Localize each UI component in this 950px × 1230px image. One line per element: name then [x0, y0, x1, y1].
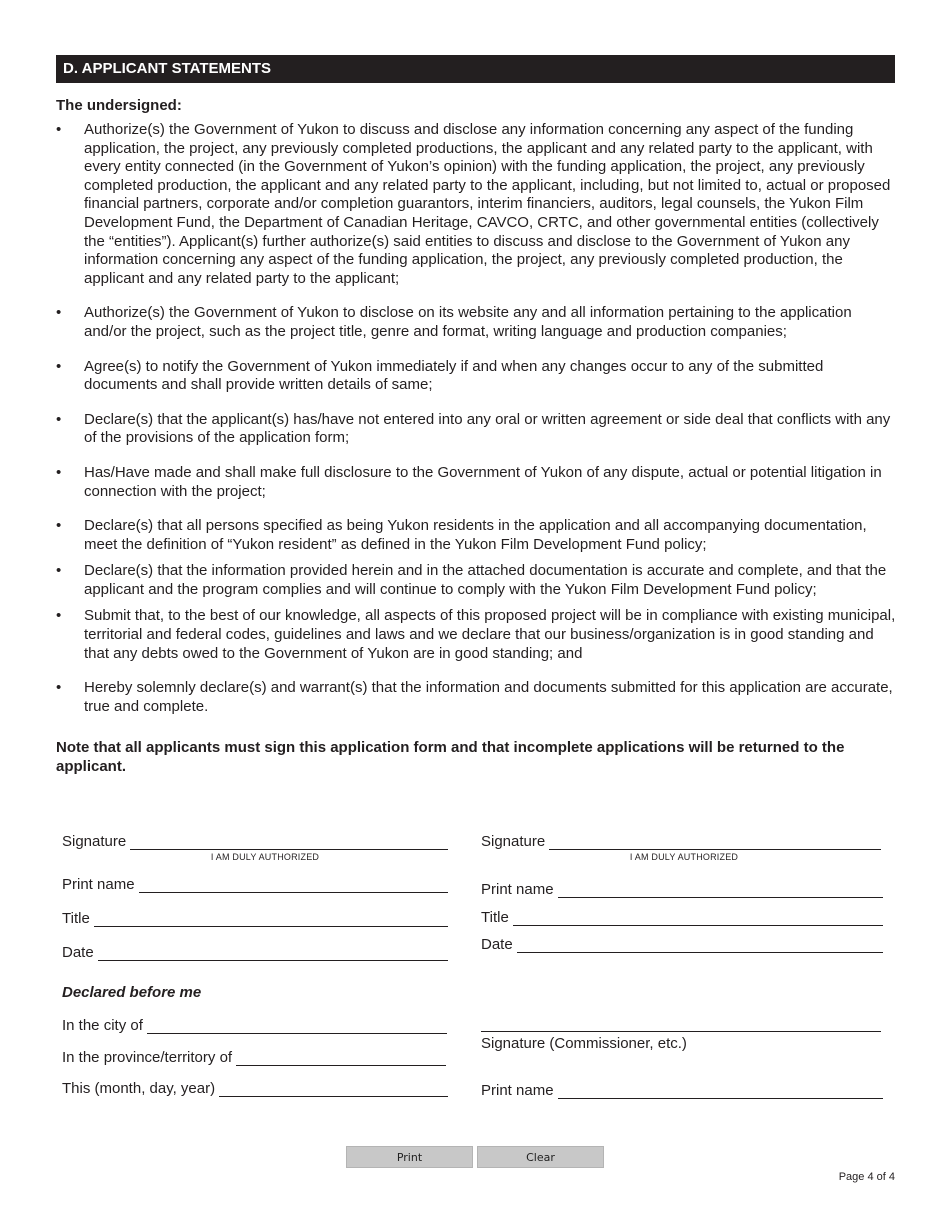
city-label: In the city of: [62, 1017, 143, 1034]
right-print-name-label: Print name: [481, 881, 554, 898]
left-date-label: Date: [62, 944, 94, 961]
right-title-label: Title: [481, 909, 509, 926]
right-signature-line[interactable]: [549, 835, 881, 850]
declared-date-line[interactable]: [219, 1082, 448, 1097]
statement-item: [56, 464, 896, 501]
commissioner-signature-line[interactable]: [481, 1031, 881, 1032]
bullet-icon: •: [56, 607, 62, 625]
statement-text: Authorize(s) the Government of Yukon to disclose on its website any and all information pertaining to the application and/or the project, such as the project title, genre and format, writing language and production companies;: [84, 304, 852, 340]
right-authorized-caption: I AM DULY AUTHORIZED: [629, 852, 739, 862]
declared-heading: Declared before me: [62, 984, 202, 1001]
commissioner-print-name-label: Print name: [481, 1082, 554, 1099]
left-signature-field[interactable]: [62, 833, 448, 850]
statement-text: Hereby solemnly declare(s) and warrant(s) that the information and documents submitted for this application are accurate, true and complete.: [84, 679, 893, 715]
statement-text: Submit that, to the best of our knowledge, all aspects of this proposed project will be in compliance with existing municipal, territorial and federal codes, guidelines and laws and we declare that our business/organization is in good standing and that any debts owed to the Government of Yukon are in good standing; and: [84, 607, 896, 662]
print-button[interactable]: Print: [346, 1146, 473, 1168]
declared-date-label: This (month, day, year): [62, 1080, 216, 1097]
section-header: D. APPLICANT STATEMENTS: [56, 55, 895, 83]
page-number: Page 4 of 4: [838, 1171, 895, 1183]
right-print-name-field[interactable]: [481, 881, 883, 898]
right-title-line[interactable]: [513, 911, 883, 926]
statement-item: [56, 358, 896, 395]
bullet-icon: •: [56, 463, 62, 481]
statement-item: [56, 562, 896, 599]
right-date-field[interactable]: [481, 936, 883, 953]
declared-date-field[interactable]: [62, 1080, 448, 1097]
city-line[interactable]: [147, 1019, 447, 1034]
left-authorized-caption: I AM DULY AUTHORIZED: [210, 852, 320, 862]
statement-item: [56, 679, 896, 716]
statement-text: Declare(s) that the applicant(s) has/have not entered into any oral or written agreement or side deal that conflicts with any of the provisions of the application form;: [84, 410, 891, 447]
right-date-label: Date: [481, 936, 513, 953]
bullet-icon: •: [56, 121, 62, 138]
left-print-name-line[interactable]: [139, 878, 448, 893]
left-title-field[interactable]: [62, 910, 448, 927]
statement-text: Authorize(s) the Government of Yukon to discuss and disclose any information concerning any aspect of the funding application, the project, any previously completed productions, the applicant and any related party to the applicant, with every entity connected (in the Government of Yukon’s opinion) with the funding application, the project, any previously completed production, the applicant and any related party to the applicant, including, but not limited to, actual or proposed financial partners, corporate and/or completion guarantors, interim financiers, auditors, legal counsels, the Yukon Film Development Fund, the Department of Canadian Heritage, CAVCO, CRTC, and other governmental entities (collectively the “entities”). Applicant(s) further authorize(s) said entities to discuss and disclose to the Government of Yukon any information concerning any aspect of the funding application, the project, any previously completed production, the applicant and any related party to the applicant;: [84, 121, 891, 287]
statement-item: [56, 121, 896, 288]
bullet-icon: •: [56, 679, 62, 697]
bullet-icon: •: [56, 517, 62, 535]
statement-item: [56, 411, 896, 448]
bullet-icon: •: [56, 410, 62, 428]
city-field[interactable]: [62, 1017, 447, 1034]
right-print-name-line[interactable]: [558, 883, 883, 898]
left-signature-line[interactable]: [130, 835, 448, 850]
left-title-line[interactable]: [94, 912, 448, 927]
left-date-line[interactable]: [98, 946, 448, 961]
province-line[interactable]: [236, 1051, 446, 1066]
bullet-icon: •: [56, 562, 62, 580]
commissioner-print-name-field[interactable]: [481, 1082, 883, 1099]
statement-text: Agree(s) to notify the Government of Yukon immediately if and when any changes occur to any of the submitted documents and shall provide written details of same;: [84, 357, 824, 394]
bullet-icon: •: [56, 357, 62, 375]
left-date-field[interactable]: [62, 944, 448, 961]
statement-text: Declare(s) that the information provided herein and in the attached documentation is accurate and complete, and that the applicant and the program complies and will continue to comply with the Yukon Film Development Fund policy;: [84, 562, 887, 598]
statement-item: [56, 517, 896, 554]
bullet-icon: •: [56, 304, 62, 322]
statement-item: [56, 304, 896, 341]
left-title-label: Title: [62, 910, 90, 927]
statement-text: Declare(s) that all persons specified as being Yukon residents in the application and all accompanying documentation, meet the definition of “Yukon resident” as defined in the Yukon Film Development Fund policy;: [84, 517, 867, 553]
province-label: In the province/territory of: [62, 1049, 233, 1066]
statement-text: Has/Have made and shall make full disclosure to the Government of Yukon of any dispute, actual or potential litigation in connection with the project;: [84, 463, 882, 500]
statement-item: [56, 607, 896, 663]
left-signature-label: Signature: [62, 833, 127, 850]
commissioner-print-name-line[interactable]: [558, 1084, 883, 1099]
undersigned-heading: The undersigned:: [56, 97, 182, 114]
left-print-name-field[interactable]: [62, 876, 448, 893]
clear-button[interactable]: Clear: [477, 1146, 604, 1168]
statements-list: [56, 121, 896, 716]
left-print-name-label: Print name: [62, 876, 135, 893]
province-field[interactable]: [62, 1049, 446, 1066]
commissioner-signature-label: Signature (Commissioner, etc.): [481, 1035, 687, 1052]
right-signature-field[interactable]: [481, 833, 881, 850]
right-title-field[interactable]: [481, 909, 883, 926]
signature-note: Note that all applicants must sign this application form and that incomplete applications will be returned to the applicant.: [56, 739, 845, 775]
right-signature-label: Signature: [481, 833, 546, 850]
right-date-line[interactable]: [517, 938, 883, 953]
